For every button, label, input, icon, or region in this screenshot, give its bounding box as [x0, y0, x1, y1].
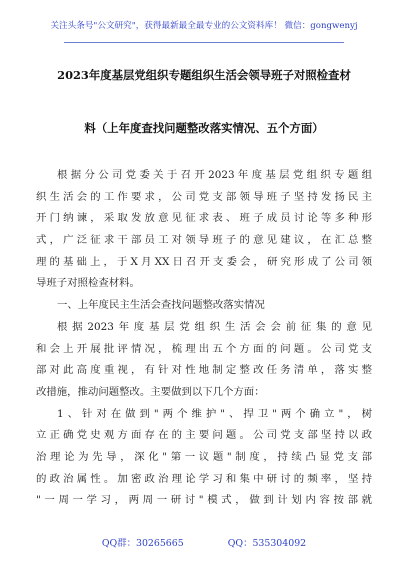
body-line: 改措施，推动问题整改。主要做到以下几个方面：	[36, 385, 265, 398]
document-title-line-2: 料（上年度查找问题整改落实情况、五个方面）	[84, 121, 324, 135]
document-body	[36, 165, 372, 512]
body-line: 和会上开展批评情况，梳理出五个方面的问题。公司党支	[36, 342, 372, 355]
body-line: 治理论为先导，深化"第一议题"制度，持续凸显党支部	[36, 450, 372, 463]
body-line: 部对此高度重视，有针对性地制定整改任务清单，落实整	[36, 364, 372, 377]
body-line: 根据2023年度基层党组织生活会会前征集的意见	[57, 320, 372, 333]
footer-qq-group: QQ群：30265665	[101, 538, 184, 549]
body-line: 开门纳谏，采取发放意见征求表、班子成员讨论等多种形	[36, 212, 372, 225]
body-line: 导班子对照检查材料。	[36, 277, 140, 290]
footer-contact	[0, 535, 408, 549]
body-line: 1、针对在做到"两个维护"、捍卫"两个确立"，树	[57, 407, 372, 420]
body-line: 织生活会的工作要求，公司党支部领导班子坚持发扬民主	[36, 190, 372, 203]
body-line: 根据分公司党委关于召开2023年度基层党组织专题组	[57, 169, 372, 181]
header-divider	[64, 42, 344, 43]
body-line: 式，广泛征求干部员工对领导班子的意见建议，在汇总整	[36, 234, 372, 247]
body-line: 立正确党史观方面存在的主要问题。公司党支部坚持以政	[36, 429, 372, 442]
header-banner: 关注头条号"公文研究"，获得最新最全最专业的公文资料库！ 微信：gongwenyj	[50, 21, 358, 31]
section-heading: 一、上年度民主生活会查找问题整改落实情况	[57, 299, 265, 312]
body-line: 的政治属性。加密政治理论学习和集中研讨的频率，坚持	[36, 472, 372, 485]
body-line: "一周一学习，两周一研讨"模式，做到计划内容按部就	[36, 494, 372, 507]
document-title-line-1: 2023年度基层党组织专题组织生活会领导班子对照检查材	[57, 68, 351, 82]
body-line: 理的基础上，于X月XX日召开支委会，研究形成了公司领	[36, 255, 372, 268]
footer-qq-number: QQ：535304092	[227, 538, 307, 549]
